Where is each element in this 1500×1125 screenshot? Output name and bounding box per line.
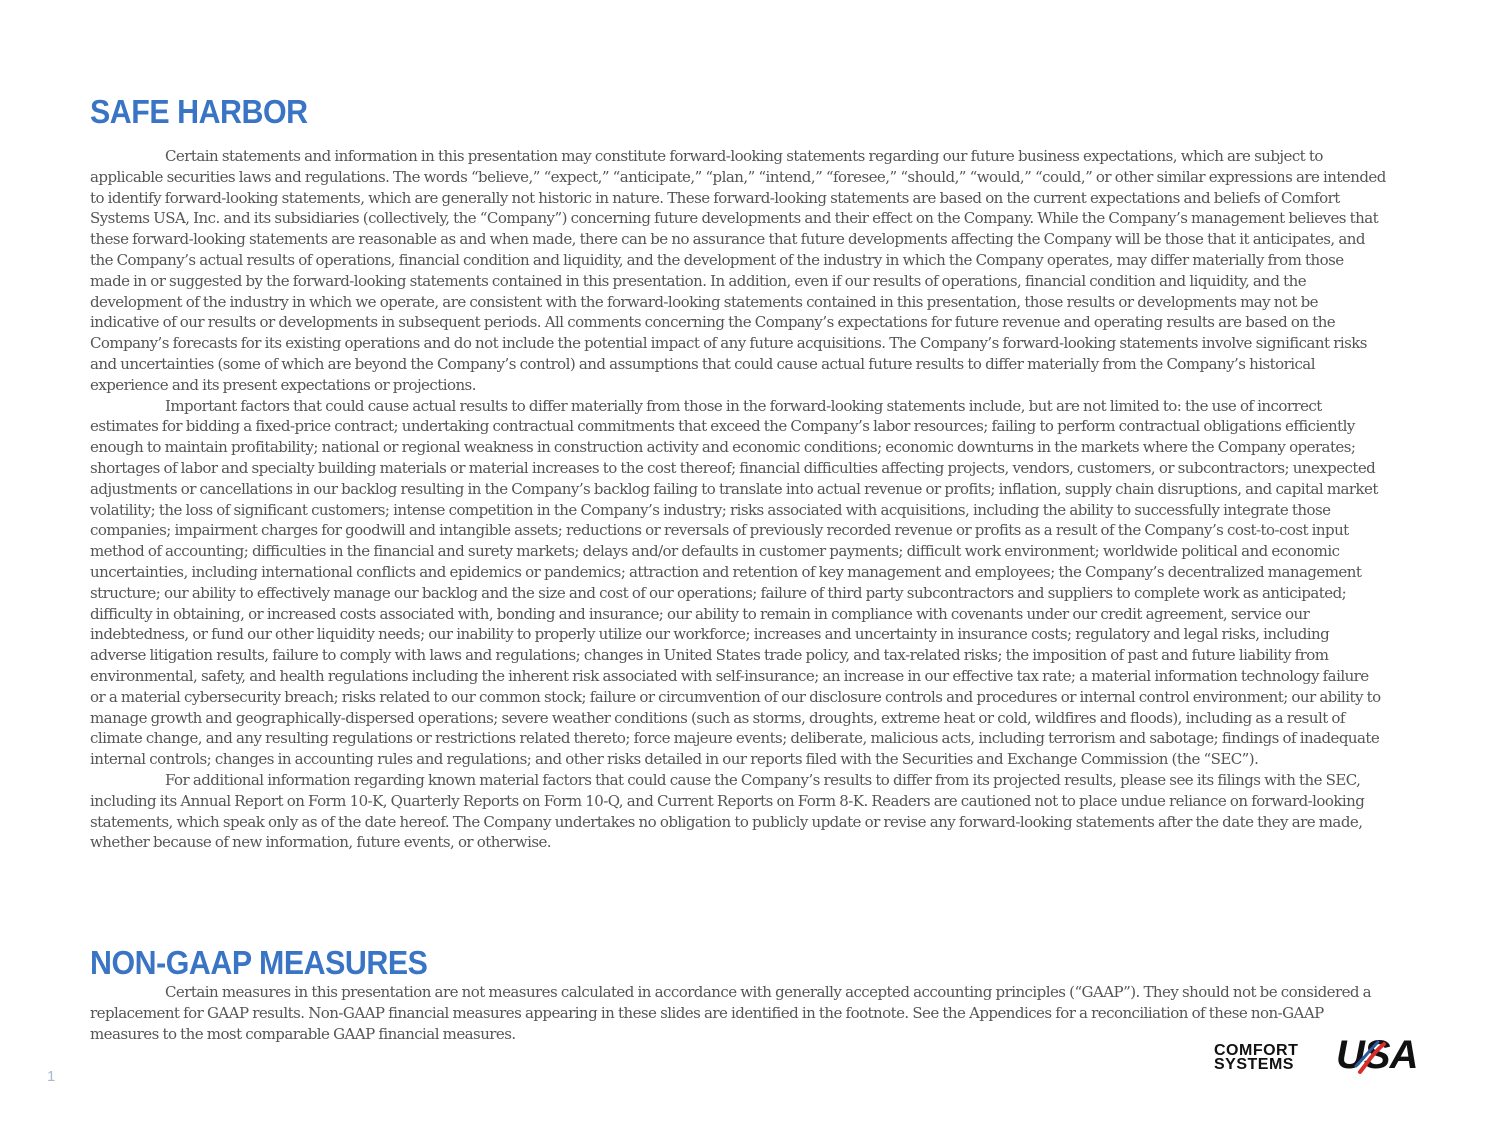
logo-line-comfort: COMFORT [1214,1042,1299,1059]
non-gaap-heading: NON-GAAP MEASURES [90,944,428,981]
non-gaap-paragraph-1: Certain measures in this presentation are not measures calculated in accordance with generally accepted accounting principles (“GAAP”). They should not be considered a replacement for GAAP results. Non-GAAP financial measures appearing in these slides are identified in the footnote. See the Appendices for a reconciliation of these non-GAAP measures to the most comparable GAAP financial measures. [90,983,1372,1043]
safe-harbor-paragraph-3: For additional information regarding known material factors that could cause the Company’s results to differ from its projected results, please see its filings with the SEC, including its Annual Report on Form 10-K, Quarterly Reports on Form 10-Q, and Current Reports on Form 8-K. Readers are cautioned not to place undue reliance on forward-looking statements, which speak only as of the date hereof. The Company undertakes no obligation to publicly update or revise any forward-looking statements after the date they are made, whether because of new information, future events, or otherwise. [90,770,1365,852]
safe-harbor-paragraph-1: Certain statements and information in this presentation may constitute forward-looking statements regarding our future business expectations, which are subject to applicable securities laws and regulations. The words “believe,” “expect,” “anticipate,” “plan,” “intend,” “foresee,” “should,” “would,” “could,” or other similar expressions are intended to identify forward-looking statements, which are generally not historic in nature. These forward-looking statements are based on the current expectations and beliefs of Comfort Systems USA, Inc. and its subsidiaries (collectively, the “Company”) concerning future developments and their effect on the Company. While the Company’s management believes that these forward-looking statements are reasonable as and when made, there can be no assurance that future developments affecting the Company will be those that it anticipates, and the Company’s actual results of operations, financial condition and liquidity, and the development of the industry in which the Company operates, may differ materially from those made in or suggested by the forward-looking statements contained in this presentation. In addition, even if our results of operations, financial condition and liquidity, and the development of the industry in which we operate, are consistent with the forward-looking statements contained in this presentation, those results or developments may not be indicative of our results or developments in subsequent periods. All comments concerning the Company’s expectations for future revenue and operating results are based on the Company’s forecasts for its existing operations and do not include the potential impact of any future acquisitions. The Company’s forward-looking statements involve significant risks and uncertainties (some of which are beyond the Company’s control) and assumptions that could cause actual future results to differ materially from the Company’s historical experience and its present expectations or projections. [90,147,1386,394]
safe-harbor-heading: SAFE HARBOR [90,93,308,130]
logo-wordmark [1214,1044,1298,1072]
comfort-systems-usa-logo [1214,1033,1432,1078]
logo-usa-mark: USA [1336,1033,1418,1077]
flag-swoosh-icon [1354,1040,1388,1076]
page-number: 1 [47,1068,56,1085]
safe-harbor-paragraph-2: Important factors that could cause actual results to differ materially from those in the forward-looking statements include, but are not limited to: the use of incorrect estimates for bidding a fixed-price contract; undertaking contractual commitments that exceed the Company’s labor resources; failing to perform contractual obligations efficiently enough to maintain profitability; national or regional weakness in construction activity and economic conditions; economic downturns in the markets where the Company operates; shortages of labor and specialty building materials or material increases to the cost thereof; financial difficulties affecting projects, vendors, customers, or subcontractors; unexpected adjustments or cancellations in our backlog resulting in the Company’s backlog failing to translate into actual revenue or profits; inflation, supply chain disruptions, and capital market volatility; the loss of significant customers; intense competition in the Company’s industry; risks associated with acquisitions, including the ability to successfully integrate those companies; impairment charges for goodwill and intangible assets; reductions or reversals of previously recorded revenue or profits as a result of the Company’s cost-to-cost input method of accounting; difficulties in the financial and surety markets; delays and/or defaults in customer payments; difficult work environment; worldwide political and economic uncertainties, including international conflicts and epidemics or pandemics; attraction and retention of key management and employees; the Company’s decentralized management structure; our ability to effectively manage our backlog and the size and cost of our operations; failure of third party subcontractors and suppliers to complete work as anticipated; difficulty in obtaining, or increased costs associated with, bonding and insurance; our ability to remain in compliance with covenants under our credit agreement, service our indebtedness, or fund our other liquidity needs; our inability to properly utilize our workforce; increases and uncertainty in insurance costs; regulatory and legal risks, including adverse litigation results, failure to comply with laws and regulations; changes in United States trade policy, and tax-related risks; the imposition of past and future liability from environmental, safety, and health regulations including the inherent risk associated with self-insurance; an increase in our effective tax rate; a material information technology failure or a material cybersecurity breach; risks related to our common stock; failure or circumvention of our disclosure controls and procedures or internal control environment; our ability to manage growth and geographically-dispersed operations; severe weather conditions (such as storms, droughts, extreme heat or cold, wildfires and floods), including as a result of climate change, and any resulting regulations or restrictions related thereto; force majeure events; deliberate, malicious acts, including terrorism and sabotage; findings of inadequate internal controls; changes in accounting rules and regulations; and other risks detailed in our reports filed with the Securities and Exchange Commission (the “SEC”). [90,396,1381,769]
safe-harbor-body [90,146,1386,853]
logo-line-systems: SYSTEMS [1214,1056,1294,1073]
non-gaap-body [90,982,1386,1044]
